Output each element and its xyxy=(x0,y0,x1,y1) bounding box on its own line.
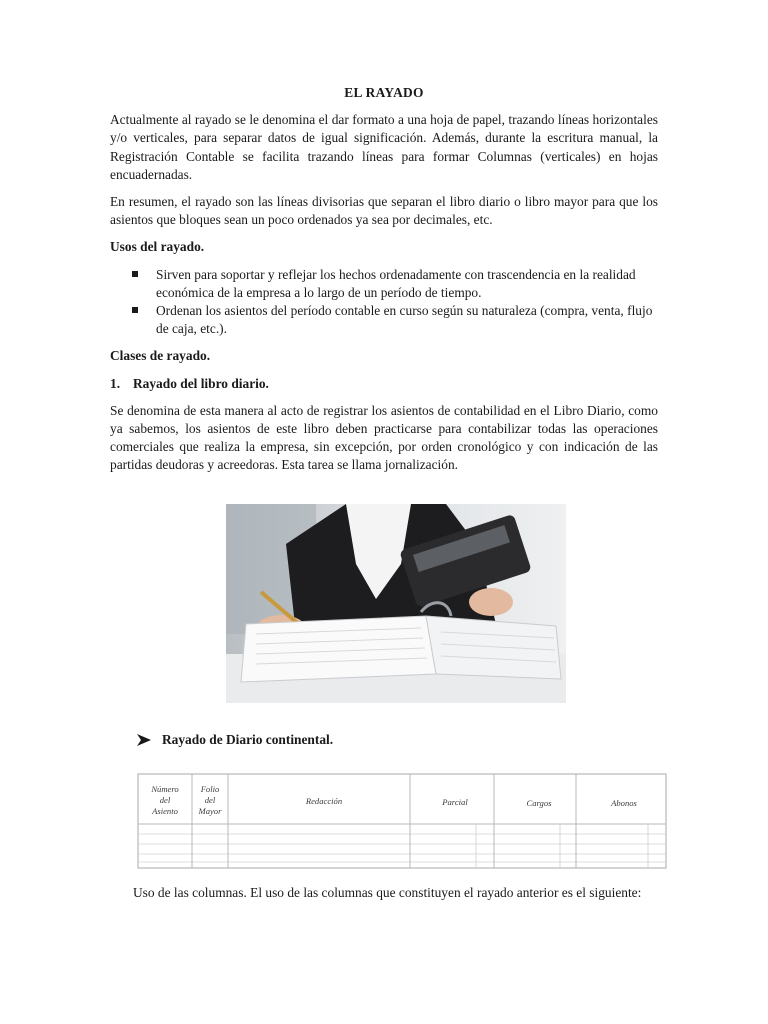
usos-item-text: Ordenan los asientos del período contable en curso según su naturaleza (compra, venta, flujo de caja, etc.). xyxy=(156,303,653,337)
section-heading-libro-diario xyxy=(110,375,658,393)
col-numero-line2: del xyxy=(159,795,171,805)
usos-item-text: Sirven para soportar y reflejar los hechos ordenadamente con trascendencia en la realidad económica de la empresa a lo largo de un período de tiempo. xyxy=(156,266,636,300)
usos-heading: Usos del rayado. xyxy=(110,239,205,255)
col-numero-line1: Número xyxy=(151,784,179,794)
section-title: Rayado del libro diario. xyxy=(133,375,269,391)
diario-continental-title: Rayado de Diario continental. xyxy=(162,732,334,747)
document-body xyxy=(110,84,658,484)
col-folio-line1: Folio xyxy=(200,784,220,794)
page-title: EL RAYADO xyxy=(344,85,424,100)
col-parcial: Parcial xyxy=(442,797,468,807)
col-abonos: Abonos xyxy=(611,798,637,808)
arrow-bullet-icon xyxy=(136,733,152,747)
col-numero-line3: Asiento xyxy=(152,806,178,816)
ledger-ruling-figure xyxy=(136,772,668,870)
square-bullet-icon xyxy=(132,307,138,313)
usos-list xyxy=(110,266,658,339)
usos-item xyxy=(110,302,658,338)
col-cargos: Cargos xyxy=(526,798,552,808)
diario-continental-heading xyxy=(136,732,333,748)
clases-heading: Clases de rayado. xyxy=(110,348,211,364)
uso-columnas-paragraph: Uso de las columnas. El uso de las columnas que constituyen el rayado anterior es el siguiente: xyxy=(133,885,642,900)
section-number: 1. xyxy=(110,375,121,391)
usos-item xyxy=(110,266,658,302)
square-bullet-icon xyxy=(132,271,138,277)
col-folio-line3: Mayor xyxy=(198,806,222,816)
col-redaccion: Redacción xyxy=(305,796,343,806)
office-photo xyxy=(226,504,566,703)
summary-paragraph: En resumen, el rayado son las líneas divisorias que separan el libro diario o libro mayor para que los asientos que bloques sean un poco ordenados ya sea por decimales, etc. xyxy=(110,194,658,228)
intro-paragraph: Actualmente al rayado se le denomina el dar formato a una hoja de papel, trazando líneas horizontales y/o verticales, para separar datos de igual significación. Además, durante la escritura manual, la Registración Contable se facilita trazando líneas para formar Columnas (verticales) en hojas encuadernadas. xyxy=(110,112,658,182)
libro-diario-paragraph: Se denomina de esta manera al acto de registrar los asientos de contabilidad en el Libro Diario, como ya sabemos, los asientos de este libro deben practicarse para contabilizar todas las operaciones comerciales que realiza la empresa, sin excepción, por orden cronológico y con indicación de las partidas deudoras y acreedoras. Esta tarea se llama jornalización. xyxy=(110,402,658,473)
col-folio-line2: del xyxy=(204,795,216,805)
